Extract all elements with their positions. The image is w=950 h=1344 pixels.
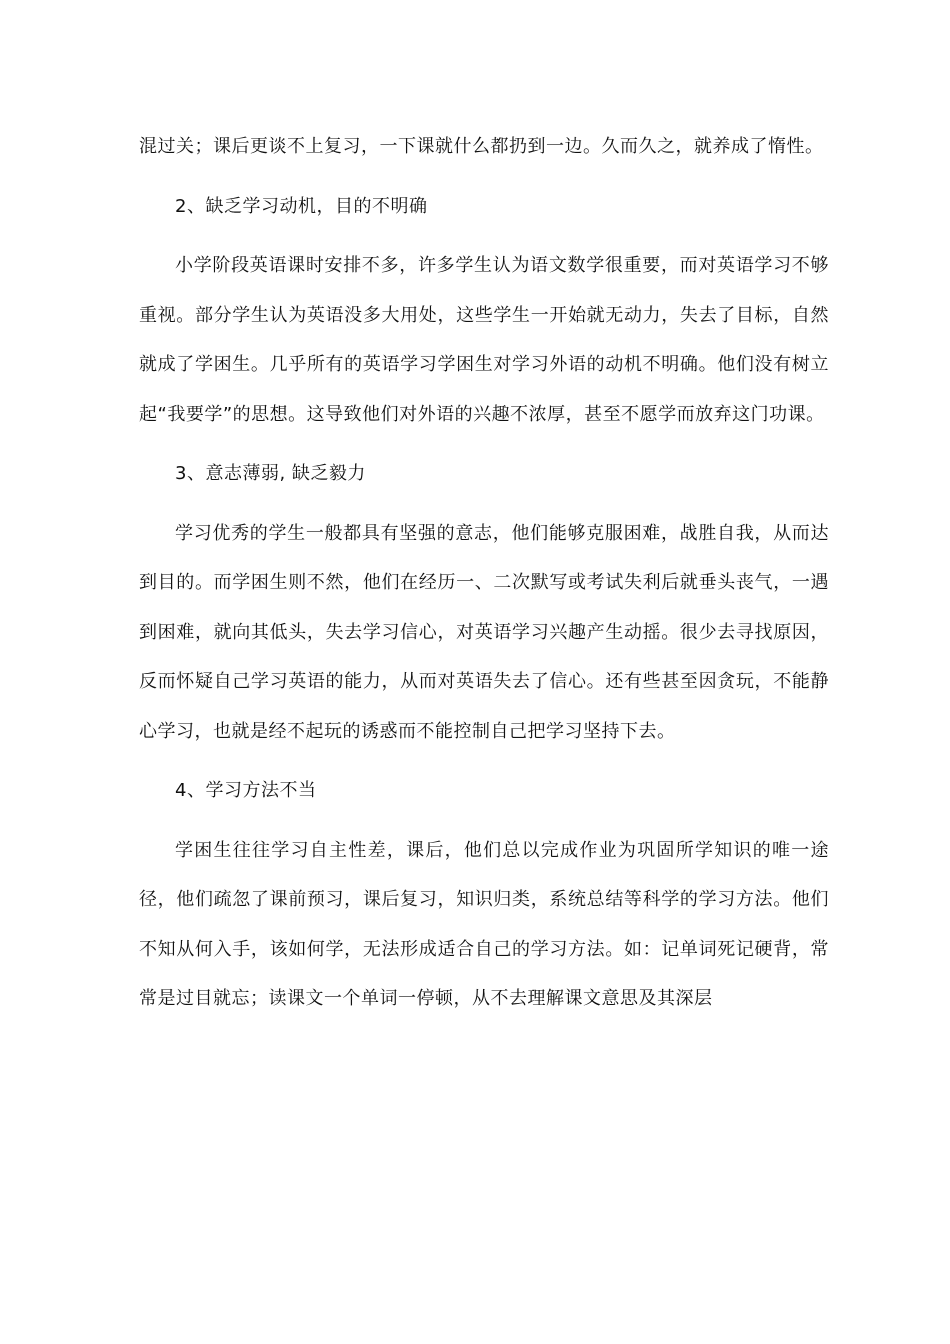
spacer	[139, 231, 829, 241]
section-heading-2: 2、缺乏学习动机，目的不明确	[175, 195, 428, 217]
section-heading-3: 3、意志薄弱, 缺乏毅力	[175, 463, 366, 484]
paragraph-methods: 学困生往往学习自主性差，课后，他们总以完成作业为巩固所学知识的唯一途径，他们疏忽了课前预习，课后复习，知识归类，系统总结等科学的学习方法。他们不知从何入手，该如何学，无法形成适合自己的学习方法。如：记单词死记硬背，常常是过目就忘；读课文一个单词一停顿，从不去理解课文意思及其深层	[139, 839, 829, 1009]
spacer	[139, 499, 829, 509]
spacer	[139, 816, 829, 826]
spacer	[139, 756, 829, 766]
spacer	[139, 439, 829, 449]
paragraph-continuation: 混过关；课后更谈不上复习，一下课就什么都扔到一边。久而久之，就养成了惰性。	[139, 136, 824, 157]
paragraph-willpower: 学习优秀的学生一般都具有坚强的意志，他们能够克服困难，战胜自我，从而达到目的。而学困生则不然，他们在经历一、二次默写或考试失利后就垂头丧气，一遇到困难，就向其低头，失去学习信心，对英语学习兴趣产生动摇。很少去寻找原因，反而怀疑自己学习英语的能力，从而对英语失去了信心。还有些甚至因贪玩，不能静心学习，也就是经不起玩的诱惑而不能控制自己把学习坚持下去。	[139, 522, 829, 742]
spacer	[139, 172, 829, 182]
section-heading-4: 4、学习方法不当	[175, 780, 317, 801]
paragraph-motivation: 小学阶段英语课时安排不多，许多学生认为语文数学很重要，而对英语学习不够重视。部分学生认为英语没多大用处，这些学生一开始就无动力，失去了目标，自然就成了学困生。几乎所有的英语学习学困生对学习外语的动机不明确。他们没有树立起“我要学”的思想。这导致他们对外语的兴趣不浓厚，甚至不愿学而放弃这门功课。	[139, 255, 829, 425]
document-body	[139, 122, 829, 1024]
